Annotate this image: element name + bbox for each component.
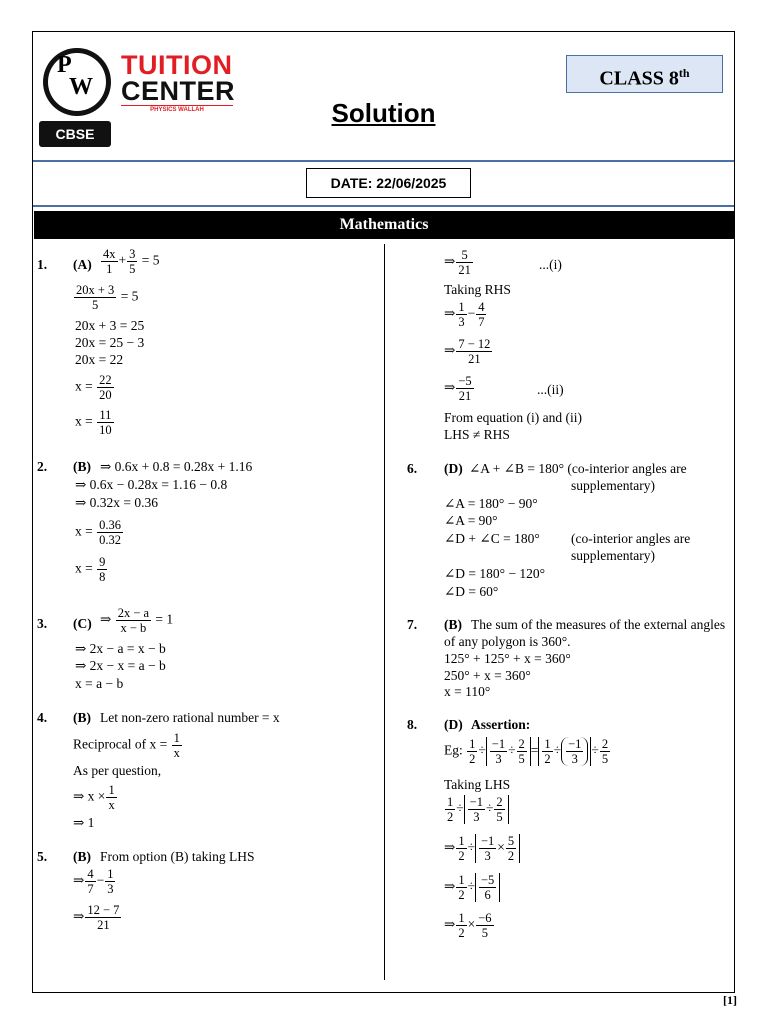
page-number: [1] — [723, 993, 737, 1007]
brand-center: CENTER — [121, 76, 236, 106]
column-divider — [384, 244, 385, 980]
subject-bar: Mathematics — [34, 211, 734, 239]
brand-tuition: TUITION — [121, 50, 233, 80]
class-box: CLASS 8th — [566, 55, 723, 93]
header-rule — [33, 160, 734, 162]
page-title: Solution — [331, 98, 436, 128]
date-box: DATE: 22/06/2025 — [306, 168, 471, 198]
date-rule — [33, 205, 734, 207]
brand-sub: PHYSICS WALLAH — [121, 105, 233, 113]
pw-logo: P W — [43, 48, 111, 116]
header — [33, 32, 734, 161]
board-badge: CBSE — [39, 121, 111, 147]
